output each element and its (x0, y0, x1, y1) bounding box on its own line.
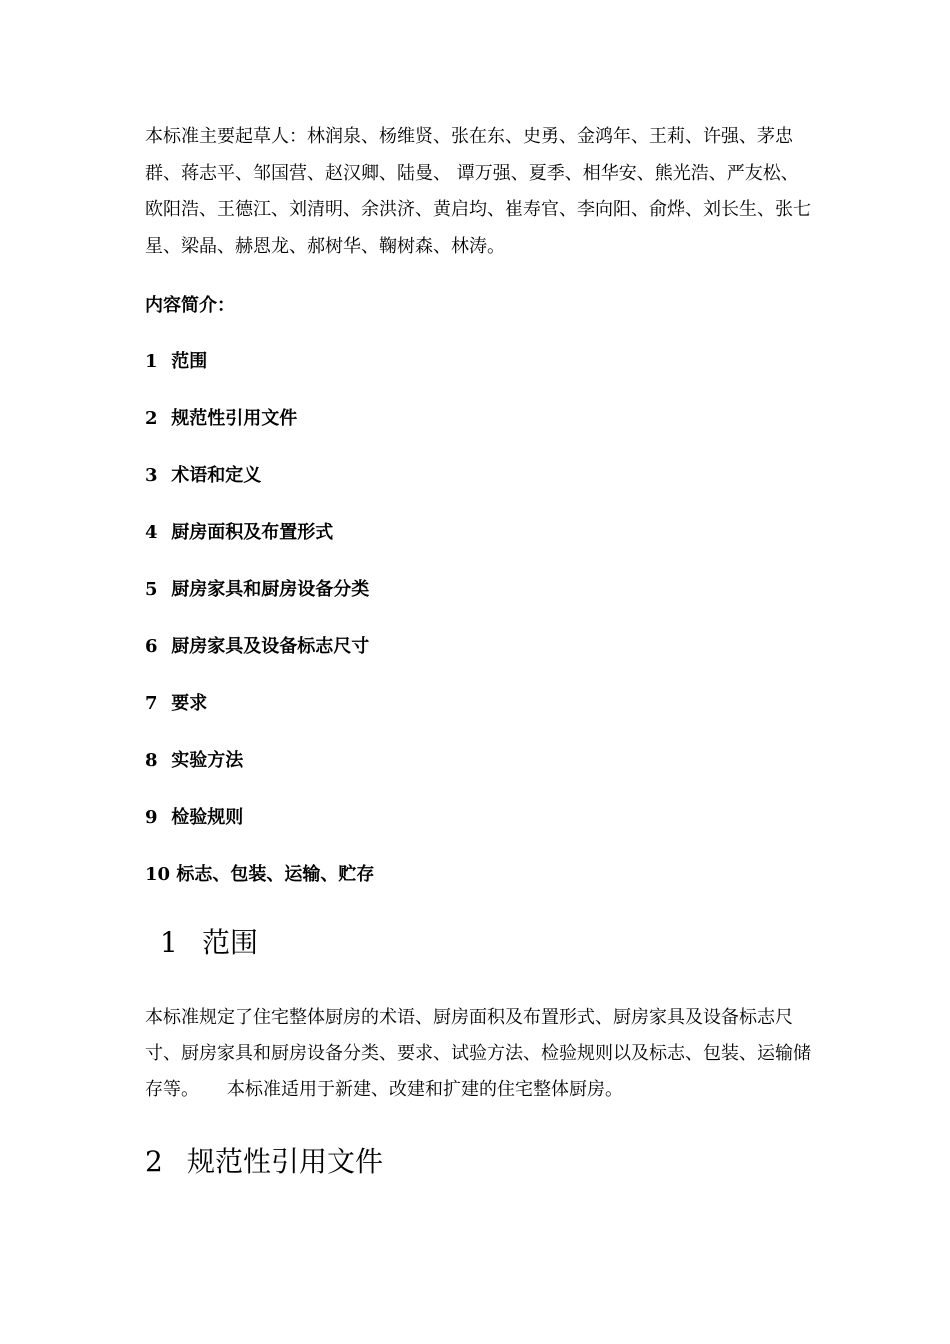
section-2-title: 规范性引用文件 (187, 1145, 384, 1178)
toc-item-number: 7 (145, 693, 158, 714)
table-of-contents (145, 347, 374, 917)
toc-item-title: 厨房家具和厨房设备分类 (171, 579, 370, 600)
toc-item (145, 803, 374, 860)
section-2-number: 2 (145, 1145, 163, 1178)
section-1-paragraph (145, 1000, 813, 1108)
toc-item-title: 范围 (171, 351, 208, 372)
content-summary-label: 内容简介： (145, 295, 235, 316)
toc-item (145, 689, 374, 746)
toc-item-title: 标志、包装、运输、贮存 (176, 864, 375, 885)
toc-item-title: 厨房面积及布置形式 (171, 522, 334, 543)
toc-item-number: 2 (145, 408, 158, 429)
toc-item-title: 实验方法 (171, 750, 244, 771)
toc-item (145, 575, 374, 632)
toc-item-number: 10 (145, 864, 171, 885)
section-1-text-part2: 本标准适用于新建、改建和扩建的住宅整体厨房。 (227, 1079, 623, 1100)
toc-item-number: 9 (145, 807, 158, 828)
toc-item-number: 5 (145, 579, 158, 600)
toc-item-number: 8 (145, 750, 158, 771)
toc-item (145, 632, 374, 689)
toc-item-number: 4 (145, 522, 158, 543)
toc-item-title: 检验规则 (171, 807, 244, 828)
toc-item-title: 术语和定义 (171, 465, 262, 486)
toc-item (145, 404, 374, 461)
toc-item-number: 6 (145, 636, 158, 657)
toc-item (145, 518, 374, 575)
section-1-number: 1 (160, 926, 178, 959)
toc-item-title: 厨房家具及设备标志尺寸 (171, 636, 370, 657)
toc-item (145, 746, 374, 803)
section-1-heading (160, 925, 258, 961)
toc-item-number: 3 (145, 465, 158, 486)
section-1-text-part1: 本标准规定了住宅整体厨房的术语、厨房面积及布置形式、厨房家具及设备标志尺寸、厨房家具和厨房设备分类、要求、试验方法、检验规则以及标志、包装、运输储存等。 (145, 1007, 811, 1100)
section-2-heading (145, 1144, 383, 1180)
section-1-title: 范围 (202, 926, 259, 959)
toc-item (145, 461, 374, 518)
toc-item (145, 347, 374, 404)
drafters-paragraph: 本标准主要起草人：林润泉、杨维贤、张在东、史勇、金鸿年、王莉、许强、茅忠群、蒋志平、邹国营、赵汉卿、陆曼、 谭万强、夏季、相华安、熊光浩、严友松、欧阳浩、王德江、刘清明、余洪济、黄启均、崔寿官、李向阳、俞烨、刘长生、张七星、梁晶、赫恩龙、郝树华、鞠树森、林涛。 (145, 126, 811, 257)
toc-item (145, 860, 374, 917)
toc-item-title: 规范性引用文件 (171, 408, 298, 429)
toc-item-number: 1 (145, 351, 158, 372)
toc-item-title: 要求 (171, 693, 208, 714)
